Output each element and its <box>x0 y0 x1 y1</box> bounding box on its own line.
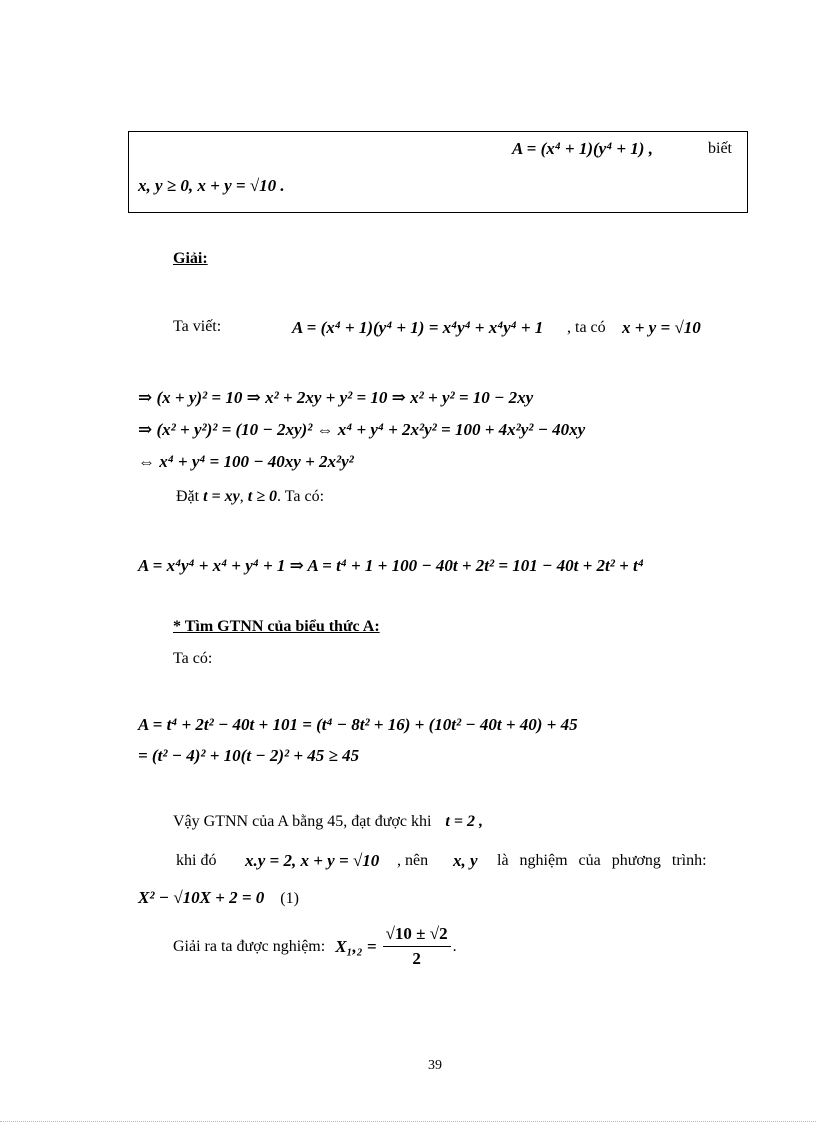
roots-line <box>173 924 457 969</box>
system-lead: khi đó <box>176 852 217 869</box>
substitution-sep: , <box>239 488 244 505</box>
system-tail: là nghiệm của phương trình: <box>497 852 707 869</box>
conclusion-condition: t = 2 , <box>445 813 483 830</box>
substitution-def: t = xy <box>203 488 240 505</box>
intro-lead: Ta viết: <box>173 318 222 335</box>
conclusion-text: Vậy GTNN của A bằng 45, đạt được khi <box>173 813 432 830</box>
system-mid: , nên <box>397 852 429 869</box>
intro-mid: , ta có <box>567 319 606 336</box>
min-heading: * Tìm GTNN của biểu thức A: <box>173 618 380 635</box>
intro-condition: x + y = √10 <box>622 318 701 337</box>
problem-box <box>128 131 748 213</box>
substitution-line <box>176 488 324 506</box>
page-bottom-rule <box>0 1121 816 1122</box>
roots-end: . <box>452 937 457 955</box>
roots-lhs: X₁,₂ = <box>335 936 377 956</box>
min-step-1: A = t⁴ + 2t² − 40t + 101 = (t⁴ − 8t² + 16) + (10t² − 40t + 40) + 45 <box>138 715 578 734</box>
problem-condition: x, y ≥ 0, x + y = √10 . <box>138 176 285 195</box>
substitution-tail: . Ta có: <box>277 488 325 505</box>
roots-fraction <box>383 924 451 969</box>
derivation-line-1: ⇒ (x + y)² = 10 ⇒ x² + 2xy + y² = 10 ⇒ x² + y² = 10 − 2xy <box>138 388 534 407</box>
derivation-line-2: ⇒ (x² + y²)² = (10 − 2xy)² ⇔ x⁴ + y⁴ + 2x²y² = 100 + 4x²y² − 40xy <box>138 420 586 439</box>
substitution-cond: t ≥ 0 <box>247 488 278 505</box>
roots-lead: Giải ra ta được nghiệm: <box>173 937 326 955</box>
problem-formula: A = (x⁴ + 1)(y⁴ + 1) , <box>512 139 653 158</box>
quadratic-label: (1) <box>280 890 299 907</box>
quadratic-line <box>138 888 299 908</box>
system-eq: x.y = 2, x + y = √10 <box>245 851 380 870</box>
page-number: 39 <box>428 1058 442 1073</box>
derivation-line-3: ⇔ x⁴ + y⁴ = 100 − 40xy + 2x²y² <box>138 452 354 471</box>
substitution-lead: Đặt <box>176 488 200 505</box>
solution-heading: Giải: <box>173 250 208 267</box>
quadratic-eq: X² − √10X + 2 = 0 <box>138 888 265 907</box>
min-step-2: = (t² − 4)² + 10(t − 2)² + 45 ≥ 45 <box>138 746 360 765</box>
problem-tail: biết <box>708 140 732 157</box>
min-intro: Ta có: <box>173 650 213 667</box>
conclusion-line <box>173 813 483 831</box>
roots-numerator: √10 ± √2 <box>383 924 451 947</box>
expression-in-t: A = x⁴y⁴ + x⁴ + y⁴ + 1 ⇒ A = t⁴ + 1 + 100 − 40t + 2t² = 101 − 40t + 2t² + t⁴ <box>138 556 644 575</box>
roots-denominator: 2 <box>412 949 421 968</box>
system-vars: x, y <box>453 851 478 870</box>
intro-formula: A = (x⁴ + 1)(y⁴ + 1) = x⁴y⁴ + x⁴y⁴ + 1 <box>292 318 544 337</box>
